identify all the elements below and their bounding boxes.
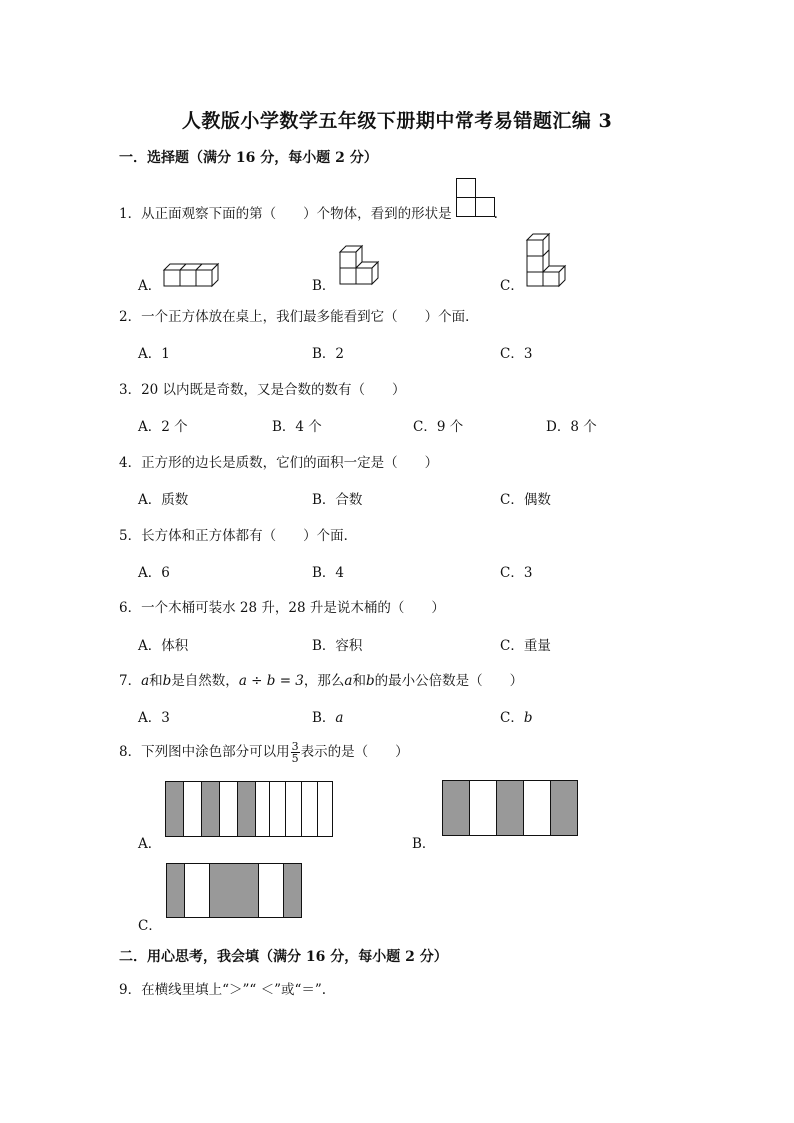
q7-equation: a ÷ b = 3 [238,673,304,689]
q2-option-c[interactable]: C．3 [500,346,533,362]
question-5: 5．长方体和正方体都有（ ）个面． [119,528,358,544]
question-8 [119,740,409,764]
q7-and-2: 和 [352,673,366,689]
q8-option-a[interactable]: A． [138,836,162,852]
q3-option-d[interactable]: D．8 个 [546,419,597,435]
q7-and: 和 [149,673,163,689]
q8-fraction-numerator: 3 [291,740,299,753]
q7-option-c-label: C． [500,710,524,726]
question-2: 2．一个正方体放在桌上，我们最多能看到它（ ）个面． [119,309,479,325]
q8-fraction [291,741,300,764]
q7-var-a-2: a [344,673,353,689]
q8-suffix: 表示的是（ ） [300,744,409,760]
cube-stack-c-icon [524,232,570,288]
q8-figure-b [442,780,578,836]
question-9: 9．在横线里填上“＞”“ ＜”或“＝”. [119,982,327,998]
question-1-tail: . [493,206,498,222]
q7-option-b-label: B． [312,710,336,726]
question-1 [119,202,498,222]
section-2-heading: 二．用心思考，我会填（满分 16 分，每小题 2 分） [119,949,448,965]
section-1-heading: 一．选择题（满分 16 分，每小题 2 分） [119,150,378,166]
q2-option-a[interactable]: A．1 [138,346,170,362]
q6-option-c[interactable]: C．重量 [500,638,551,654]
q3-option-a[interactable]: A．2 个 [138,419,188,435]
q3-option-b[interactable]: B．4 个 [272,419,322,435]
q8-figure-a [165,781,333,837]
q7-var-b: b [162,673,172,689]
q7-var-b-2: b [365,673,375,689]
q8-option-b[interactable]: B． [412,836,436,852]
q7-var-a: a [141,673,150,689]
q6-option-b[interactable]: B．容积 [312,638,363,654]
q1-option-b[interactable]: B． [312,278,336,294]
q7-mid: 是自然数， [171,673,239,689]
question-3: 3．20 以内既是奇数，又是合数的数有（ ） [119,382,406,398]
q7-mid2: ，那么 [303,673,345,689]
q4-option-c[interactable]: C．偶数 [500,492,551,508]
question-4: 4．正方形的边长是质数，它们的面积一定是（ ） [119,455,439,471]
page-title: 人教版小学数学五年级下册期中常考易错题汇编 3 [181,110,613,132]
q7-option-b-var: a [335,710,344,726]
cube-stack-b-icon [336,242,386,288]
q8-option-c[interactable]: C． [138,918,162,934]
q7-option-c-var: b [523,710,533,726]
q8-fraction-denominator: 5 [291,752,299,765]
q1-option-c[interactable]: C． [500,278,524,294]
q7-suffix: 的最小公倍数是（ ） [374,673,524,689]
q5-option-b[interactable]: B．4 [312,565,345,581]
q5-option-c[interactable]: C．3 [500,565,533,581]
cube-stack-a-icon [162,260,224,288]
q4-option-b[interactable]: B．合数 [312,492,363,508]
question-1-text: 1．从正面观察下面的第（ ）个物体，看到的形状是 [119,206,452,222]
q1-option-a[interactable]: A． [138,278,162,294]
q4-option-a[interactable]: A．质数 [138,492,189,508]
q7-option-a[interactable]: A．3 [138,710,170,726]
q7-option-c[interactable] [500,706,533,726]
question-7 [119,669,523,689]
q3-option-c[interactable]: C．9 个 [413,419,464,435]
q7-option-b[interactable] [312,706,343,726]
question-6: 6．一个木桶可装水 28 升，28 升是说木桶的（ ） [119,600,445,616]
q2-option-b[interactable]: B．2 [312,346,345,362]
q5-option-a[interactable]: A．6 [138,565,170,581]
q7-prefix: 7． [119,673,142,689]
front-view-shape-icon [456,178,496,218]
q8-figure-c [166,863,302,918]
q8-prefix: 8．下列图中涂色部分可以用 [119,744,290,760]
q6-option-a[interactable]: A．体积 [138,638,189,654]
